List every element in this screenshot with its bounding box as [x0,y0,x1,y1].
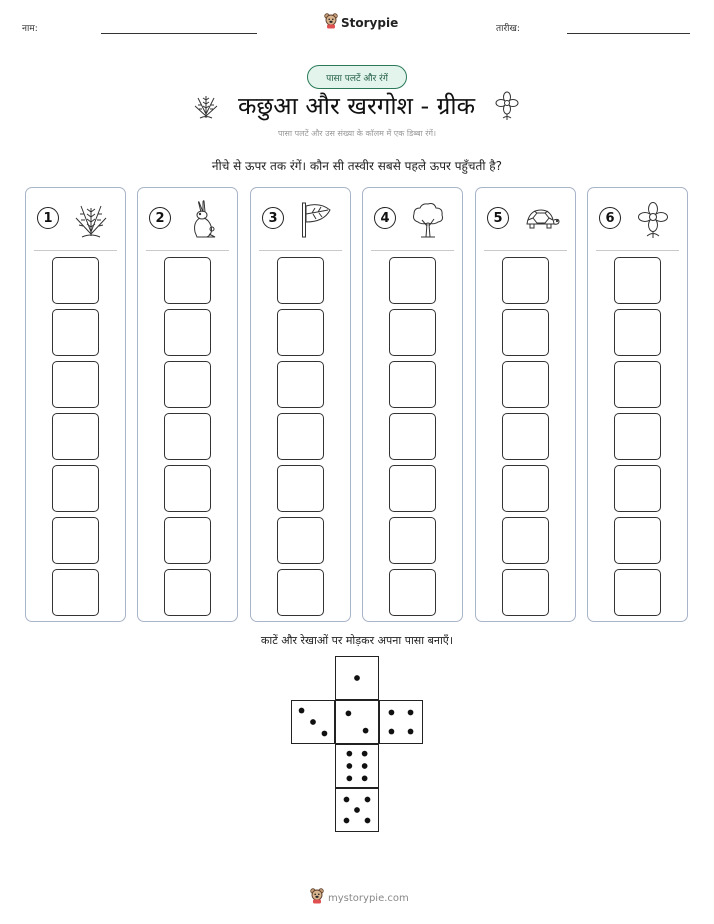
color-box[interactable] [164,413,211,460]
color-box[interactable] [164,569,211,616]
pip [389,710,395,716]
pip [347,763,353,769]
pip [344,797,350,803]
pip [354,675,360,681]
color-box[interactable] [277,361,324,408]
color-box[interactable] [502,413,549,460]
color-box[interactable] [389,309,436,356]
pips-icon [336,745,378,787]
cut-instruction: काटें और रेखाओं पर मोड़कर अपना पासा बनाएँ। [260,634,454,647]
pip [365,818,371,824]
pips-icon [336,657,378,699]
column-4 [362,187,463,622]
color-box[interactable] [164,257,211,304]
column-header [476,200,575,244]
date-label: तारीख: [496,24,520,34]
color-box[interactable] [614,569,661,616]
color-box[interactable] [164,309,211,356]
pip [389,729,395,735]
column-6 [587,187,688,622]
column-header [26,200,125,244]
column-divider [259,250,342,251]
color-box[interactable] [614,465,661,512]
column-number: 3 [262,207,284,229]
column-divider [596,250,679,251]
activity-badge: पासा पलटें और रंगें [307,65,407,89]
pip [347,776,353,782]
flower-icon [633,200,673,244]
color-box[interactable] [502,361,549,408]
fern-icon [71,200,111,244]
date-line[interactable] [567,33,690,34]
pip [344,818,350,824]
pip [363,728,369,734]
color-box[interactable] [52,257,99,304]
column-header [363,200,462,244]
footer [310,888,409,908]
color-box[interactable] [52,569,99,616]
color-box[interactable] [502,465,549,512]
tree-icon [408,200,448,244]
color-box[interactable] [277,517,324,564]
color-box[interactable] [277,257,324,304]
column-number: 4 [374,207,396,229]
column-5 [475,187,576,622]
leaf-flag-icon [296,200,336,244]
column-divider [34,250,117,251]
color-box[interactable] [389,257,436,304]
color-box[interactable] [52,361,99,408]
footer-url[interactable]: mystorypie.com [328,892,409,904]
pip [347,751,353,757]
column-divider [146,250,229,251]
color-box[interactable] [389,569,436,616]
column-header [588,200,687,244]
color-box[interactable] [52,517,99,564]
dice-face-6 [335,744,379,788]
color-box[interactable] [502,309,549,356]
column-divider [371,250,454,251]
column-1 [25,187,126,622]
pip [354,807,360,813]
color-box[interactable] [164,361,211,408]
dice-face-4 [379,700,423,744]
color-box[interactable] [164,517,211,564]
column-2 [137,187,238,622]
column-header [138,200,237,244]
column-3 [250,187,351,622]
color-box[interactable] [614,257,661,304]
column-number: 2 [149,207,171,229]
pips-icon [292,701,334,743]
color-box[interactable] [389,361,436,408]
color-box[interactable] [389,465,436,512]
column-number: 6 [599,207,621,229]
color-box[interactable] [164,465,211,512]
storypie-logo [324,13,398,33]
color-box[interactable] [52,465,99,512]
pip [310,719,316,725]
column-number: 5 [487,207,509,229]
subtitle: पासा पलटें और उस संख्या के कॉलम में एक डिब्बा रंगें। [277,129,437,138]
pip [299,708,305,714]
pip [322,731,328,737]
pip [365,797,371,803]
instruction: नीचे से ऊपर तक रंगें। कौन सी तस्वीर सबसे पहले ऊपर पहुँचती है? [211,159,503,173]
pip [408,710,414,716]
pip [362,763,368,769]
page-title: कछुआ और खरगोश - ग्रीक [238,92,476,120]
pips-icon [380,701,422,743]
column-number: 1 [37,207,59,229]
bear-icon [310,888,324,908]
pips-icon [336,701,378,743]
column-divider [484,250,567,251]
pip [362,751,368,757]
color-box[interactable] [52,309,99,356]
color-box[interactable] [614,413,661,460]
dice-face-5 [335,788,379,832]
color-box[interactable] [502,257,549,304]
tortoise-icon [521,200,561,244]
color-box[interactable] [277,413,324,460]
color-box[interactable] [277,309,324,356]
color-box[interactable] [389,517,436,564]
pip [346,711,352,717]
rabbit-icon [183,200,223,244]
name-line[interactable] [101,33,257,34]
color-box[interactable] [277,569,324,616]
color-box[interactable] [614,361,661,408]
logo-text: Storypie [341,16,399,30]
pip [408,729,414,735]
dice-face-2 [335,700,379,744]
dice-face-3 [291,700,335,744]
color-box[interactable] [614,517,661,564]
fern-icon [192,90,220,124]
flower-icon [493,91,521,125]
color-box[interactable] [389,413,436,460]
color-box[interactable] [52,413,99,460]
name-label: नाम: [22,24,38,34]
color-box[interactable] [502,517,549,564]
bear-icon [324,13,338,33]
color-box[interactable] [502,569,549,616]
column-header [251,200,350,244]
color-box[interactable] [614,309,661,356]
pip [362,776,368,782]
pips-icon [336,789,378,831]
color-box[interactable] [277,465,324,512]
dice-face-1 [335,656,379,700]
